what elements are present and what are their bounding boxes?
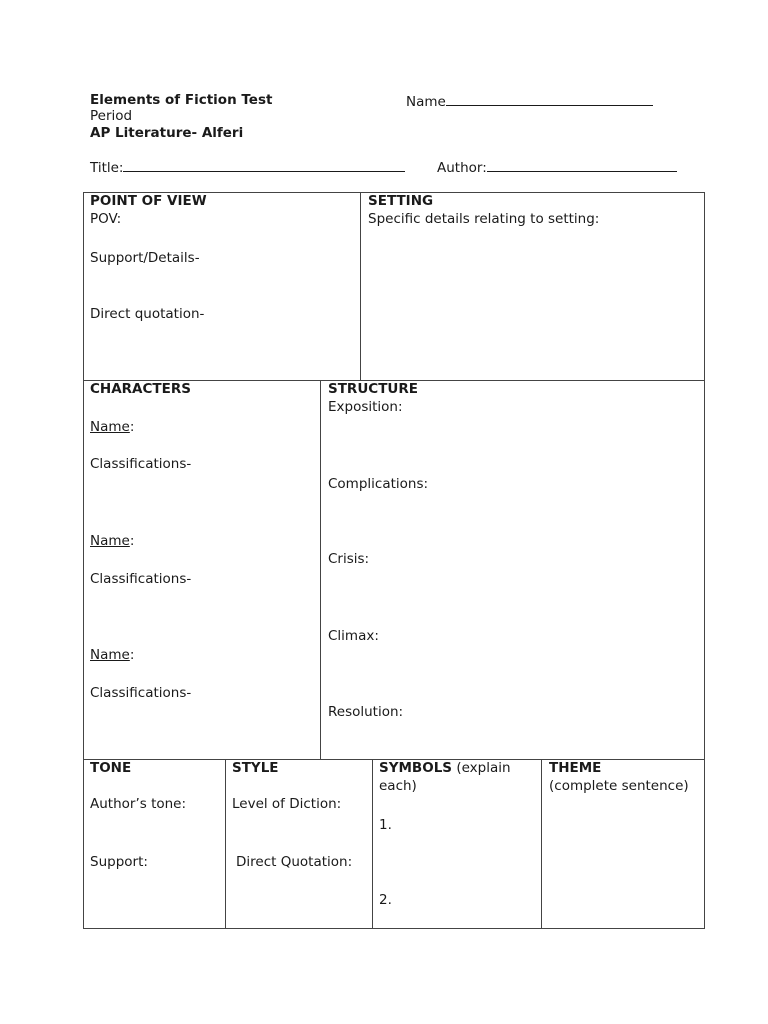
- pov-support-label: Support/Details-: [90, 250, 200, 266]
- table-left-border: [83, 192, 84, 929]
- character-name-label: Name:: [90, 647, 135, 663]
- table-bottom-border: [83, 928, 705, 929]
- course-name: AP Literature- Alferi: [90, 125, 244, 141]
- name-label: Name: [406, 94, 446, 110]
- character-classifications-label: Classifications-: [90, 571, 192, 587]
- authors-tone-label: Author’s tone:: [90, 796, 187, 812]
- character-name-label: Name:: [90, 419, 135, 435]
- row3-divider-2: [372, 759, 373, 928]
- theme-note: (complete sentence): [549, 778, 689, 794]
- structure-heading: STRUCTURE: [328, 381, 418, 397]
- setting-heading: SETTING: [368, 193, 434, 209]
- theme-heading: THEME: [549, 760, 602, 776]
- pov-quote-label: Direct quotation-: [90, 306, 205, 322]
- setting-details-label: Specific details relating to setting:: [368, 211, 600, 227]
- pov-label: POV:: [90, 211, 122, 227]
- symbol-item-1: 1.: [379, 817, 392, 833]
- structure-item-crisis: Crisis:: [328, 551, 370, 567]
- tone-support-label: Support:: [90, 854, 148, 870]
- character-classifications-label: Classifications-: [90, 685, 192, 701]
- period-label: Period: [90, 108, 133, 124]
- symbols-note: each): [379, 778, 417, 794]
- symbol-item-2: 2.: [379, 892, 392, 908]
- author-field[interactable]: [437, 158, 677, 177]
- name-blank[interactable]: [446, 92, 653, 106]
- style-heading: STYLE: [232, 760, 279, 776]
- structure-item-climax: Climax:: [328, 628, 379, 644]
- structure-item-resolution: Resolution:: [328, 704, 404, 720]
- structure-item-complications: Complications:: [328, 476, 429, 492]
- author-blank[interactable]: [487, 158, 677, 172]
- row3-divider-1: [225, 759, 226, 928]
- characters-heading: CHARACTERS: [90, 381, 191, 397]
- table-right-border: [704, 192, 705, 929]
- test-title: Elements of Fiction Test: [90, 92, 273, 108]
- row1-divider: [360, 192, 361, 380]
- character-name-label: Name:: [90, 533, 135, 549]
- row2-divider: [320, 380, 321, 759]
- tone-heading: TONE: [90, 760, 132, 776]
- title-field-label: Title:: [90, 160, 124, 176]
- structure-item-exposition: Exposition:: [328, 399, 403, 415]
- style-quote-label: Direct Quotation:: [236, 854, 353, 870]
- title-blank[interactable]: [123, 158, 405, 172]
- pov-heading: POINT OF VIEW: [90, 193, 207, 209]
- row3-divider-3: [541, 759, 542, 928]
- title-field[interactable]: [90, 158, 405, 177]
- diction-label: Level of Diction:: [232, 796, 342, 812]
- author-field-label: Author:: [437, 160, 487, 176]
- symbols-heading: SYMBOLS (explain: [379, 760, 511, 776]
- character-classifications-label: Classifications-: [90, 456, 192, 472]
- name-field[interactable]: [406, 92, 653, 111]
